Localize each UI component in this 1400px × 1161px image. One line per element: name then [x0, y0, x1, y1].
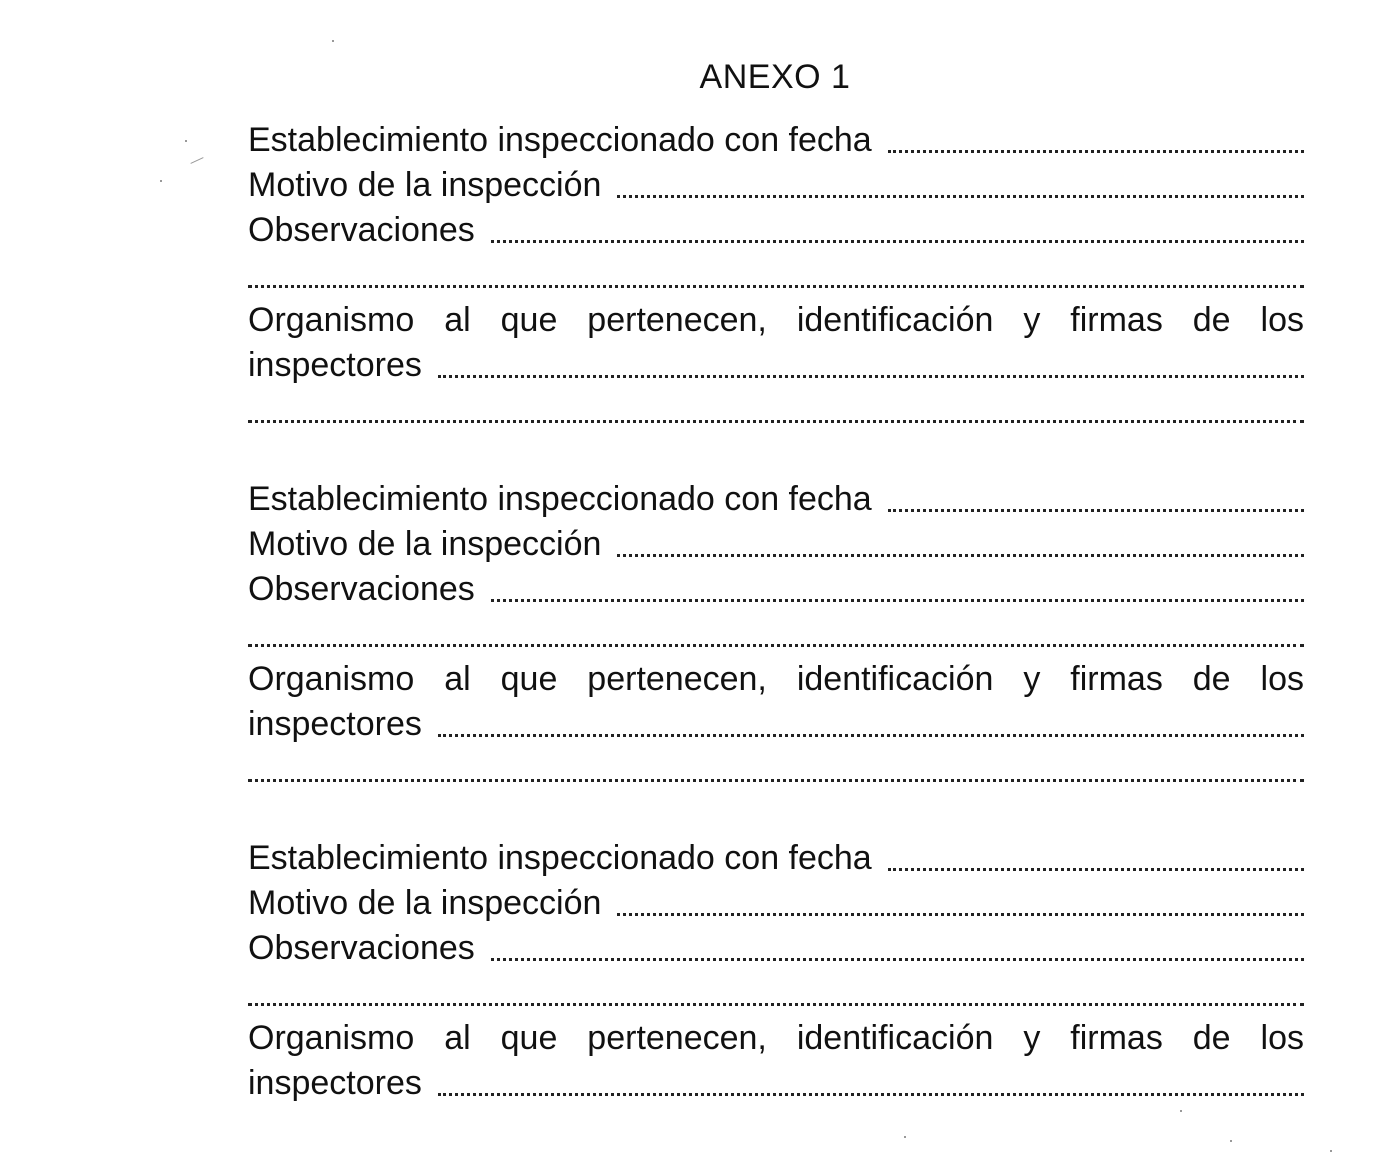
observaciones-continuation-line [248, 253, 1304, 298]
establecimiento-fill-line[interactable] [888, 508, 1304, 512]
organismo-word: firmas [1070, 301, 1163, 339]
observaciones-line [248, 208, 1304, 253]
organismo-word: pertenecen, [587, 1019, 767, 1057]
organismo-word: de [1192, 660, 1231, 698]
motivo-label: Motivo de la inspección [248, 884, 602, 922]
organismo-line [248, 1016, 1304, 1061]
organismo-word: de [1192, 1019, 1231, 1057]
observaciones-line [248, 926, 1304, 971]
inspection-block-3 [248, 836, 1304, 1106]
organismo-word: Organismo [248, 660, 415, 698]
inspectores-line [248, 343, 1304, 388]
inspectores-continuation-line [248, 388, 1304, 433]
form-content [248, 118, 1304, 1106]
scan-speck [190, 157, 203, 164]
observaciones-label: Observaciones [248, 929, 475, 967]
motivo-fill-line[interactable] [617, 194, 1304, 198]
inspectores-continuation-line [248, 747, 1304, 792]
inspectores-fill-line[interactable] [438, 733, 1304, 737]
motivo-line [248, 881, 1304, 926]
observaciones-fill-line[interactable] [491, 598, 1304, 602]
organismo-word: al [444, 660, 471, 698]
inspectores-label: inspectores [248, 705, 422, 743]
organismo-word: los [1260, 660, 1304, 698]
organismo-word: que [500, 301, 558, 339]
motivo-line [248, 522, 1304, 567]
inspectores-extra-fill-line[interactable] [248, 778, 1304, 782]
organismo-word: pertenecen, [587, 660, 767, 698]
motivo-fill-line[interactable] [617, 553, 1304, 557]
observaciones-fill-line[interactable] [491, 239, 1304, 243]
scan-speck [160, 180, 162, 182]
inspectores-label: inspectores [248, 1064, 422, 1102]
observaciones-label: Observaciones [248, 570, 475, 608]
establecimiento-line [248, 118, 1304, 163]
observaciones-extra-fill-line[interactable] [248, 284, 1304, 288]
organismo-word: Organismo [248, 301, 415, 339]
organismo-word: pertenecen, [587, 301, 767, 339]
establecimiento-label: Establecimiento inspeccionado con fecha [248, 480, 872, 518]
observaciones-fill-line[interactable] [491, 957, 1304, 961]
inspectores-line [248, 702, 1304, 747]
observaciones-line [248, 567, 1304, 612]
organismo-word: y [1023, 1019, 1041, 1057]
organismo-word: firmas [1070, 1019, 1163, 1057]
organismo-word: los [1260, 1019, 1304, 1057]
scan-speck [332, 40, 334, 42]
scan-speck [185, 140, 187, 142]
organismo-line [248, 657, 1304, 702]
motivo-label: Motivo de la inspección [248, 525, 602, 563]
organismo-word: de [1192, 301, 1231, 339]
inspectores-line [248, 1061, 1304, 1106]
establecimiento-label: Establecimiento inspeccionado con fecha [248, 121, 872, 159]
observaciones-extra-fill-line[interactable] [248, 1002, 1304, 1006]
motivo-label: Motivo de la inspección [248, 166, 602, 204]
observaciones-continuation-line [248, 612, 1304, 657]
motivo-line [248, 163, 1304, 208]
scan-speck [1330, 1150, 1332, 1152]
scan-speck [1230, 1140, 1232, 1142]
establecimiento-line [248, 836, 1304, 881]
inspectores-label: inspectores [248, 346, 422, 384]
organismo-word: que [500, 1019, 558, 1057]
organismo-line [248, 298, 1304, 343]
organismo-word: y [1023, 660, 1041, 698]
inspection-block-2 [248, 477, 1304, 792]
organismo-word: que [500, 660, 558, 698]
organismo-word: y [1023, 301, 1041, 339]
observaciones-extra-fill-line[interactable] [248, 643, 1304, 647]
inspectores-fill-line[interactable] [438, 374, 1304, 378]
organismo-word: los [1260, 301, 1304, 339]
organismo-word: al [444, 301, 471, 339]
inspectores-fill-line[interactable] [438, 1092, 1304, 1096]
scan-speck [1180, 1110, 1182, 1112]
scan-speck [904, 1136, 906, 1138]
establecimiento-label: Establecimiento inspeccionado con fecha [248, 839, 872, 877]
organismo-word: identificación [796, 301, 994, 339]
observaciones-continuation-line [248, 971, 1304, 1016]
inspectores-extra-fill-line[interactable] [248, 419, 1304, 423]
organismo-word: identificación [796, 1019, 994, 1057]
observaciones-label: Observaciones [248, 211, 475, 249]
organismo-word: identificación [796, 660, 994, 698]
document-title: ANEXO 1 [699, 58, 851, 96]
motivo-fill-line[interactable] [617, 912, 1304, 916]
inspection-block-1 [248, 118, 1304, 433]
organismo-word: firmas [1070, 660, 1163, 698]
establecimiento-fill-line[interactable] [888, 149, 1304, 153]
establecimiento-line [248, 477, 1304, 522]
organismo-word: al [444, 1019, 471, 1057]
organismo-word: Organismo [248, 1019, 415, 1057]
establecimiento-fill-line[interactable] [888, 867, 1304, 871]
